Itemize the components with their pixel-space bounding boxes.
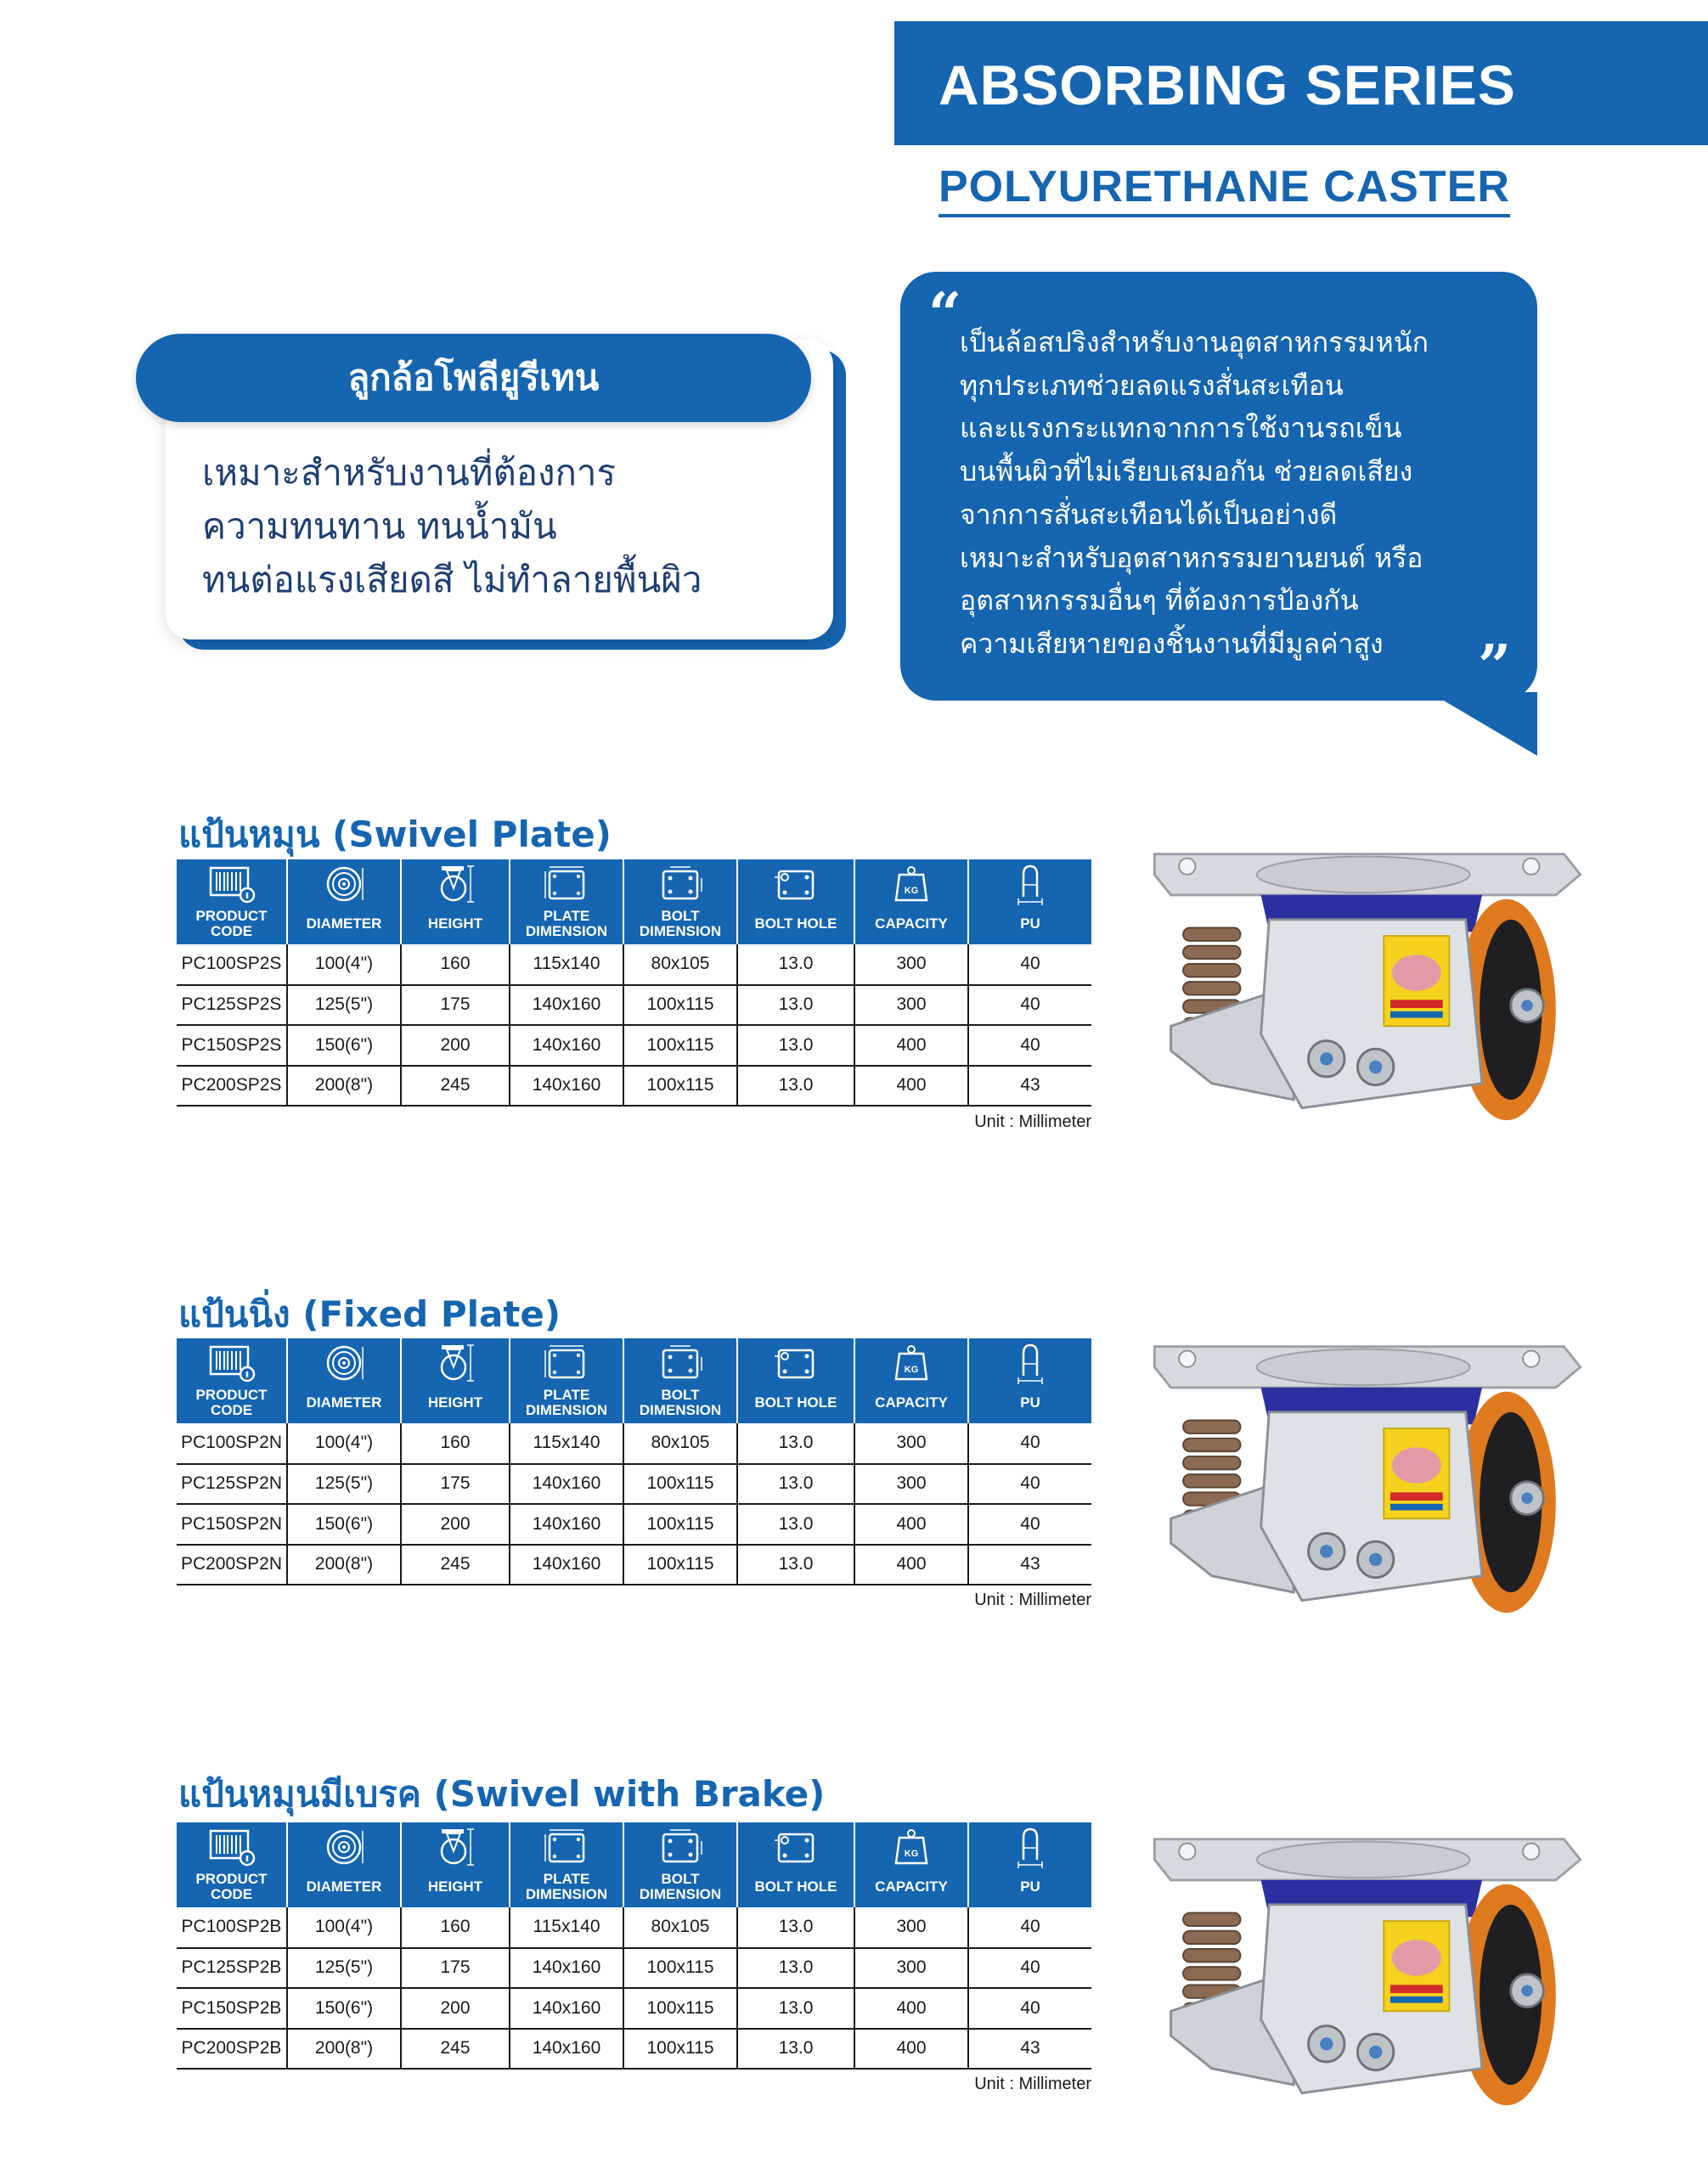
cell-pu: 43	[968, 1545, 1091, 1585]
cell-pu: 40	[968, 1988, 1091, 2029]
info-card-body	[202, 446, 814, 606]
cell-height: 175	[401, 1464, 510, 1505]
plate-dimension-icon	[543, 1826, 590, 1868]
barcode-icon	[208, 863, 256, 905]
bolt-dimension-icon	[657, 1342, 704, 1384]
cell-bolt-hole: 13.0	[737, 1423, 854, 1464]
cell-product-code: PC150SP2S	[177, 1025, 287, 1066]
swivel-plate-caster-photo	[1138, 815, 1597, 1155]
cell-plate-dimension: 140x160	[510, 1988, 623, 2029]
column-header: KG CAPACITY	[854, 1822, 968, 1907]
info-card-title: ลูกล้อโพลียูรีเทน	[347, 357, 600, 398]
weight-kg-icon	[888, 1826, 935, 1868]
cell-product-code: PC100SP2S	[177, 944, 287, 985]
cell-bolt-hole: 13.0	[737, 1025, 854, 1066]
fixed-plate-caster-photo	[1138, 1308, 1597, 1647]
table-row	[177, 1066, 1091, 1107]
cell-bolt-hole: 13.0	[737, 1948, 854, 1989]
cell-bolt-hole: 13.0	[737, 1464, 854, 1505]
column-header: PU	[968, 859, 1091, 944]
cell-bolt-dimension: 100x115	[623, 1025, 737, 1066]
cell-plate-dimension: 140x160	[510, 1504, 623, 1545]
cell-plate-dimension: 115x140	[510, 1907, 623, 1948]
quote-line: ทุกประเภทช่วยลดแรงสั่นสะเทือน	[960, 369, 1344, 402]
quote-bubble-tail	[1429, 692, 1537, 756]
weight-kg-text: KG	[904, 886, 919, 896]
table-row	[177, 1988, 1091, 2029]
cell-capacity: 300	[854, 1907, 968, 1948]
quote-text	[960, 321, 1429, 666]
cell-plate-dimension: 140x160	[510, 1545, 623, 1585]
bolt-hole-icon	[772, 863, 820, 905]
quote-line: จากการสั่นสะเทือนได้เป็นอย่างดี	[960, 498, 1338, 531]
quote-line: และแรงกระแทกจากการใช้งานรถเข็น	[960, 412, 1402, 445]
cell-diameter: 125(5")	[287, 985, 401, 1026]
spec-table-fixed-plate	[177, 1338, 1091, 1585]
cell-product-code: PC150SP2N	[177, 1504, 287, 1545]
cell-bolt-dimension: 80x105	[623, 1423, 737, 1464]
column-header: DIAMETER	[287, 859, 401, 944]
spec-table-swivel-brake	[177, 1822, 1091, 2070]
cell-bolt-dimension: 100x115	[623, 2029, 737, 2070]
cell-product-code: PC200SP2S	[177, 1066, 287, 1107]
cell-height: 245	[401, 1066, 510, 1107]
column-header: BOLT DIMENSION	[623, 859, 737, 944]
cell-bolt-hole: 13.0	[737, 944, 854, 985]
cell-diameter: 200(8")	[287, 2029, 401, 2070]
cell-diameter: 100(4")	[287, 1423, 401, 1464]
cell-product-code: PC200SP2N	[177, 1545, 287, 1585]
cell-height: 200	[401, 1988, 510, 2029]
weight-kg-icon	[888, 863, 935, 905]
cell-capacity: 300	[854, 1423, 968, 1464]
cell-diameter: 150(6")	[287, 1025, 401, 1066]
section-title-fixed-plate: แป้นนิ่ง (Fixed Plate)	[178, 1293, 561, 1335]
quote-line: บนพื้นผิวที่ไม่เรียบเสมอกัน ช่วยลดเสียง	[960, 455, 1413, 488]
cell-plate-dimension: 140x160	[510, 1948, 623, 1989]
cell-bolt-hole: 13.0	[737, 1988, 854, 2029]
column-header: KG CAPACITY	[854, 859, 968, 944]
column-header: HEIGHT	[401, 859, 510, 944]
column-header: PLATE DIMENSION	[510, 1822, 623, 1907]
cell-height: 160	[401, 944, 510, 985]
cell-capacity: 300	[854, 985, 968, 1026]
cell-pu: 43	[968, 1066, 1091, 1107]
cell-bolt-dimension: 100x115	[623, 985, 737, 1026]
cell-diameter: 125(5")	[287, 1948, 401, 1989]
cell-height: 175	[401, 985, 510, 1026]
cell-bolt-hole: 13.0	[737, 1907, 854, 1948]
wheel-diameter-icon	[320, 863, 368, 905]
column-header: HEIGHT	[401, 1338, 510, 1423]
cell-plate-dimension: 115x140	[510, 1423, 623, 1464]
cell-pu: 40	[968, 1907, 1091, 1948]
column-header: HEIGHT	[401, 1822, 510, 1907]
quote-line: เหมาะสำหรับอุตสาหกรรมยานยนต์ หรือ	[960, 541, 1423, 574]
cell-diameter: 200(8")	[287, 1066, 401, 1107]
cell-diameter: 150(6")	[287, 1988, 401, 2029]
table-row	[177, 1948, 1091, 1989]
section-title-swivel-brake: แป้นหมุนมีเบรค (Swivel with Brake)	[178, 1773, 826, 1815]
cell-bolt-dimension: 100x115	[623, 1464, 737, 1505]
bolt-dimension-icon	[657, 1826, 704, 1868]
cell-bolt-dimension: 100x115	[623, 1988, 737, 2029]
column-header: KG CAPACITY	[854, 1338, 968, 1423]
plate-dimension-icon	[543, 863, 590, 905]
cell-pu: 40	[968, 1025, 1091, 1066]
column-header: PLATE DIMENSION	[510, 1338, 623, 1423]
spec-table-swivel-plate	[177, 859, 1091, 1107]
quote-line: ความเสียหายของชิ้นงานที่มีมูลค่าสูง	[960, 627, 1384, 660]
cell-product-code: PC125SP2B	[177, 1948, 287, 1989]
cell-height: 160	[401, 1907, 510, 1948]
unit-note: Unit : Millimeter	[974, 1591, 1091, 1609]
cell-bolt-hole: 13.0	[737, 1066, 854, 1107]
cell-height: 160	[401, 1423, 510, 1464]
cell-height: 200	[401, 1025, 510, 1066]
quote-close-icon: ”	[1478, 633, 1512, 701]
barcode-icon	[208, 1342, 256, 1384]
info-card-pill	[136, 334, 811, 422]
info-card-line: ความทนทาน ทนน้ำมัน	[202, 505, 557, 547]
pu-width-icon	[1006, 1826, 1054, 1868]
cell-capacity: 300	[854, 1464, 968, 1505]
table-row	[177, 1423, 1091, 1464]
cell-height: 175	[401, 1948, 510, 1989]
cell-diameter: 100(4")	[287, 944, 401, 985]
cell-bolt-dimension: 100x115	[623, 1066, 737, 1107]
column-header: DIAMETER	[287, 1822, 401, 1907]
cell-capacity: 400	[854, 1025, 968, 1066]
quote-line: เป็นล้อสปริงสำหรับงานอุตสาหกรรมหนัก	[960, 326, 1429, 358]
cell-capacity: 400	[854, 2029, 968, 2070]
section-title-swivel-plate: แป้นหมุน (Swivel Plate)	[178, 814, 612, 855]
cell-pu: 40	[968, 985, 1091, 1026]
cell-diameter: 150(6")	[287, 1504, 401, 1545]
caster-height-icon	[431, 1826, 479, 1868]
info-card-line: ทนต่อแรงเสียดสี ไม่ทำลายพื้นผิว	[202, 559, 702, 600]
cell-pu: 40	[968, 944, 1091, 985]
cell-plate-dimension: 140x160	[510, 985, 623, 1026]
cell-bolt-dimension: 100x115	[623, 1948, 737, 1989]
cell-height: 245	[401, 2029, 510, 2070]
cell-plate-dimension: 115x140	[510, 944, 623, 985]
table-row	[177, 944, 1091, 985]
barcode-icon	[208, 1826, 256, 1868]
column-header: PRODUCT CODE	[177, 1338, 287, 1423]
caster-height-icon	[431, 863, 479, 905]
cell-product-code: PC200SP2B	[177, 2029, 287, 2070]
cell-plate-dimension: 140x160	[510, 1464, 623, 1505]
cell-plate-dimension: 140x160	[510, 2029, 623, 2070]
cell-diameter: 200(8")	[287, 1545, 401, 1585]
cell-bolt-dimension: 100x115	[623, 1504, 737, 1545]
column-header: PU	[968, 1822, 1091, 1907]
plate-dimension-icon	[543, 1342, 590, 1384]
cell-capacity: 400	[854, 1988, 968, 2029]
cell-bolt-hole: 13.0	[737, 2029, 854, 2070]
cell-product-code: PC100SP2B	[177, 1907, 287, 1948]
cell-pu: 40	[968, 1504, 1091, 1545]
weight-kg-icon	[888, 1342, 935, 1384]
cell-plate-dimension: 140x160	[510, 1066, 623, 1107]
series-title: ABSORBING SERIES	[939, 54, 1516, 116]
cell-capacity: 300	[854, 1948, 968, 1989]
info-card-line: เหมาะสำหรับงานที่ต้องการ	[202, 452, 617, 493]
cell-diameter: 125(5")	[287, 1464, 401, 1505]
cell-bolt-dimension: 80x105	[623, 1907, 737, 1948]
cell-height: 200	[401, 1504, 510, 1545]
cell-capacity: 400	[854, 1504, 968, 1545]
cell-pu: 40	[968, 1464, 1091, 1505]
wheel-diameter-icon	[320, 1826, 368, 1868]
pu-width-icon	[1006, 863, 1054, 905]
weight-kg-text: KG	[904, 1849, 919, 1859]
column-header: BOLT DIMENSION	[623, 1338, 737, 1423]
cell-capacity: 300	[854, 944, 968, 985]
column-header: PU	[968, 1338, 1091, 1423]
column-header: DIAMETER	[287, 1338, 401, 1423]
column-header: BOLT HOLE	[737, 859, 854, 944]
cell-product-code: PC100SP2N	[177, 1423, 287, 1464]
column-header: PRODUCT CODE	[177, 859, 287, 944]
column-header: BOLT DIMENSION	[623, 1822, 737, 1907]
column-header: PLATE DIMENSION	[510, 859, 623, 944]
cell-pu: 40	[968, 1423, 1091, 1464]
cell-bolt-dimension: 80x105	[623, 944, 737, 985]
column-header: PRODUCT CODE	[177, 1822, 287, 1907]
caster-height-icon	[431, 1342, 479, 1384]
cell-bolt-hole: 13.0	[737, 1504, 854, 1545]
table-row	[177, 1504, 1091, 1545]
cell-product-code: PC125SP2S	[177, 985, 287, 1026]
pu-width-icon	[1006, 1342, 1054, 1384]
cell-diameter: 100(4")	[287, 1907, 401, 1948]
column-header: BOLT HOLE	[737, 1822, 854, 1907]
caster-title: POLYURETHANE CASTER	[939, 161, 1510, 217]
cell-bolt-hole: 13.0	[737, 1545, 854, 1585]
table-row	[177, 1907, 1091, 1948]
cell-pu: 40	[968, 1948, 1091, 1989]
quote-line: อุตสาหกรรมอื่นๆ ที่ต้องการป้องกัน	[960, 584, 1359, 617]
cell-capacity: 400	[854, 1545, 968, 1585]
quote-open-icon: “	[928, 280, 962, 348]
wheel-diameter-icon	[320, 1342, 368, 1384]
cell-capacity: 400	[854, 1066, 968, 1107]
bolt-hole-icon	[772, 1826, 820, 1868]
cell-bolt-hole: 13.0	[737, 985, 854, 1026]
cell-pu: 43	[968, 2029, 1091, 2070]
bolt-hole-icon	[772, 1342, 820, 1384]
weight-kg-text: KG	[904, 1365, 919, 1375]
unit-note: Unit : Millimeter	[974, 2075, 1091, 2093]
swivel-brake-caster-photo	[1138, 1792, 1597, 2149]
cell-plate-dimension: 140x160	[510, 1025, 623, 1066]
table-row	[177, 2029, 1091, 2070]
unit-note: Unit : Millimeter	[974, 1112, 1091, 1131]
table-row	[177, 985, 1091, 1026]
table-row	[177, 1545, 1091, 1585]
cell-product-code: PC150SP2B	[177, 1988, 287, 2029]
bolt-dimension-icon	[657, 863, 704, 905]
cell-bolt-dimension: 100x115	[623, 1545, 737, 1585]
table-row	[177, 1464, 1091, 1505]
cell-product-code: PC125SP2N	[177, 1464, 287, 1505]
cell-height: 245	[401, 1545, 510, 1585]
column-header: BOLT HOLE	[737, 1338, 854, 1423]
table-row	[177, 1025, 1091, 1066]
